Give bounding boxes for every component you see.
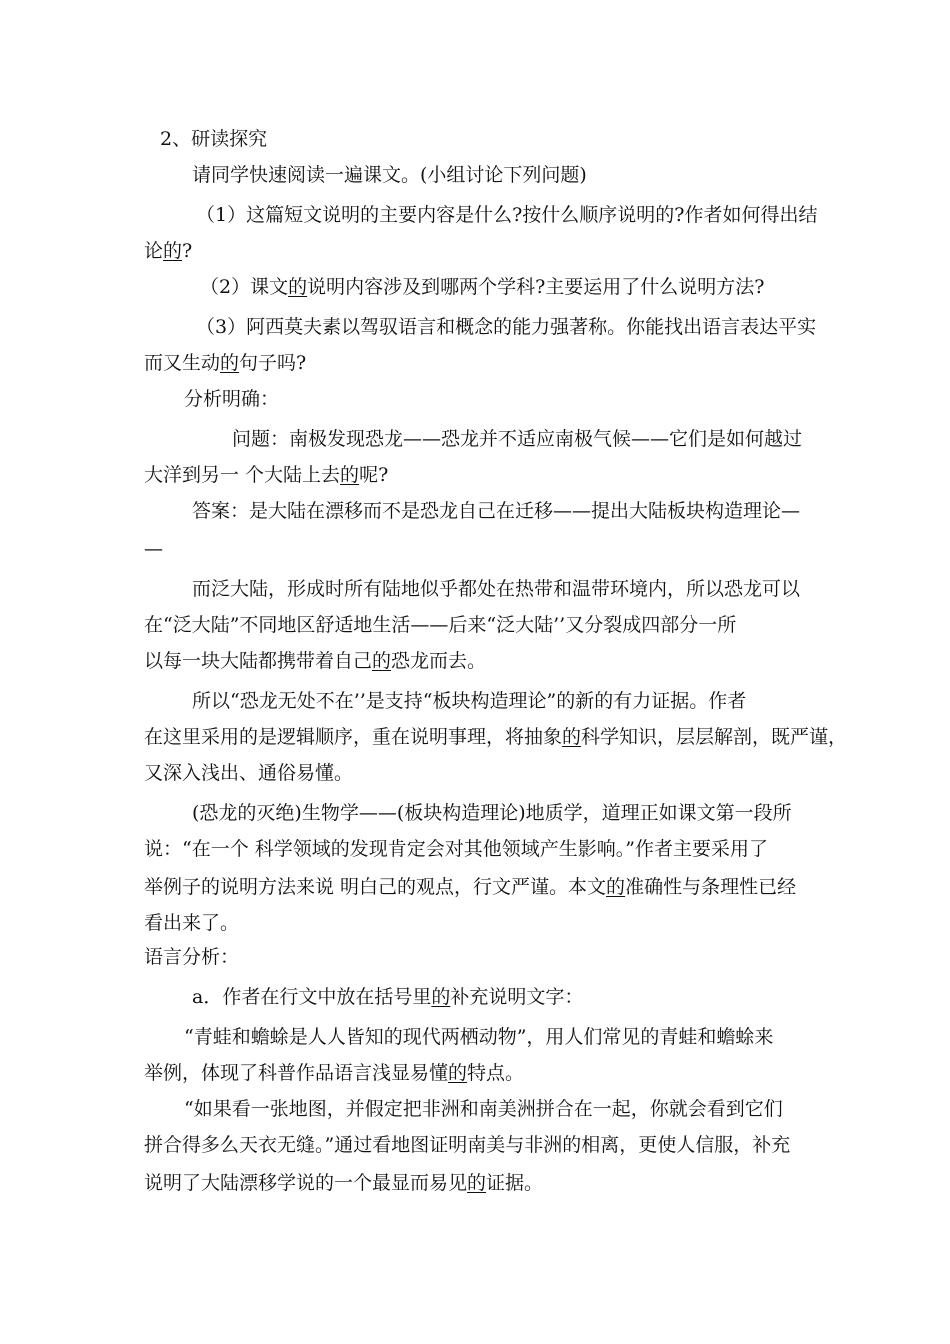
- text-span: 而又生动: [144, 352, 221, 374]
- pangaea-line-2: 在“泛大陆”不同地区舒适地生活——后来“泛大陆’’又分裂成四部分一所: [144, 614, 737, 636]
- underlined-word: 的: [431, 986, 451, 1008]
- extinction-line-1: (恐龙的灭绝)生物学——(板块构造理论)地质学，道理正如课文第一段所: [192, 802, 792, 824]
- text-span: 补充说明文字：: [450, 986, 584, 1008]
- section-heading: 2、研读探究: [160, 128, 268, 150]
- text-span: a．作者在行文中放在括号里: [192, 986, 432, 1008]
- text-span: 句子吗?: [239, 352, 307, 374]
- text-span: （2）课文: [200, 276, 289, 298]
- text-span: 论: [144, 240, 164, 262]
- underlined-word: 的: [220, 352, 240, 374]
- question-1-line-2: [144, 238, 192, 264]
- text-span: 大洋到另一 个大陆上去: [144, 464, 341, 486]
- map-line-3: [144, 1170, 543, 1196]
- underlined-word: 的: [372, 650, 392, 672]
- note-a: [192, 984, 583, 1010]
- underlined-word: 的: [467, 1172, 487, 1194]
- text-span: 恐龙而去。: [391, 650, 487, 672]
- evidence-line-2: [144, 724, 847, 750]
- problem-line-2: [144, 462, 388, 488]
- map-line-2: 拼合得多么天衣无缝。”通过看地图证明南美与非洲的相离，更使人信服，补充: [144, 1134, 791, 1156]
- text-span: 在这里采用的是逻辑顺序，重在说明事理，将抽象: [144, 726, 563, 748]
- extinction-line-2: 说：“在一个 科学领域的发现肯定会对其他领域产生影响。”作者主要采用了: [144, 838, 768, 860]
- text-span: 举例，体现了科普作品语言浅显易懂: [144, 1062, 449, 1084]
- underlined-word: 的: [163, 240, 183, 262]
- text-span: 举例子的说明方法来说 明白己的观点，行文严谨。本文: [144, 876, 607, 898]
- frog-line-1: “青蛙和蟾蜍是人人皆知的现代两栖动物”，用人们常见的青蛙和蟾蜍来: [184, 1026, 774, 1048]
- evidence-line-3: 又深入浅出、通俗易懂。: [144, 762, 354, 784]
- underlined-word: 的: [288, 276, 308, 298]
- extinction-line-4: 看出来了。: [144, 912, 240, 934]
- text-span: 特点。: [467, 1062, 525, 1084]
- text-span: 科学知识，层层解剖，既严谨，: [581, 726, 848, 748]
- underlined-word: 的: [448, 1062, 468, 1084]
- underlined-word: 的: [606, 876, 626, 898]
- extinction-line-3: [144, 874, 796, 900]
- text-span: 呢?: [359, 464, 389, 486]
- language-analysis-label: 语言分析：: [144, 946, 240, 968]
- evidence-line-1: 所以“恐龙无处不在’’是支持“板块构造理论”的新的有力证据。作者: [192, 690, 747, 712]
- problem-line-1: 问题：南极发现恐龙——恐龙并不适应南极气候——它们是如何越过: [232, 428, 803, 450]
- text-span: 说明内容涉及到哪两个学科?主要运用了什么说明方法?: [307, 276, 765, 298]
- intro-paragraph: 请同学快速阅读一遍课文。(小组讨论下列问题): [192, 164, 587, 186]
- question-2: [200, 274, 764, 300]
- frog-line-2: [144, 1060, 524, 1086]
- question-3-line-1: （3）阿西莫夫素以驾驭语言和概念的能力强著称。你能找出语言表达平实: [196, 316, 817, 338]
- text-span: ?: [182, 240, 193, 262]
- text-span: 说明了大陆漂移学说的一个最显而易见: [144, 1172, 468, 1194]
- answer-line-1: 答案：是大陆在漂移而不是恐龙自己在迁移——提出大陆板块构造理论—: [192, 500, 801, 522]
- question-3-line-2: [144, 350, 306, 376]
- underlined-word: 的: [340, 464, 360, 486]
- text-span: 证据。: [486, 1172, 544, 1194]
- pangaea-line-3: [144, 648, 486, 674]
- pangaea-line-1: 而泛大陆，形成时所有陆地似乎都处在热带和温带环境内，所以恐龙可以: [192, 578, 801, 600]
- underlined-word: 的: [562, 726, 582, 748]
- text-span: 以每一块大陆都携带着自己: [144, 650, 373, 672]
- text-span: 准确性与条理性已经: [625, 876, 797, 898]
- question-1-line-1: （1）这篇短文说明的主要内容是什么?按什么顺序说明的?作者如何得出结: [196, 204, 818, 226]
- analysis-label: 分析明确：: [184, 388, 280, 410]
- answer-line-2: —: [144, 538, 163, 560]
- map-line-1: “如果看一张地图，并假定把非洲和南美洲拼合在一起，你就会看到它们: [184, 1098, 783, 1120]
